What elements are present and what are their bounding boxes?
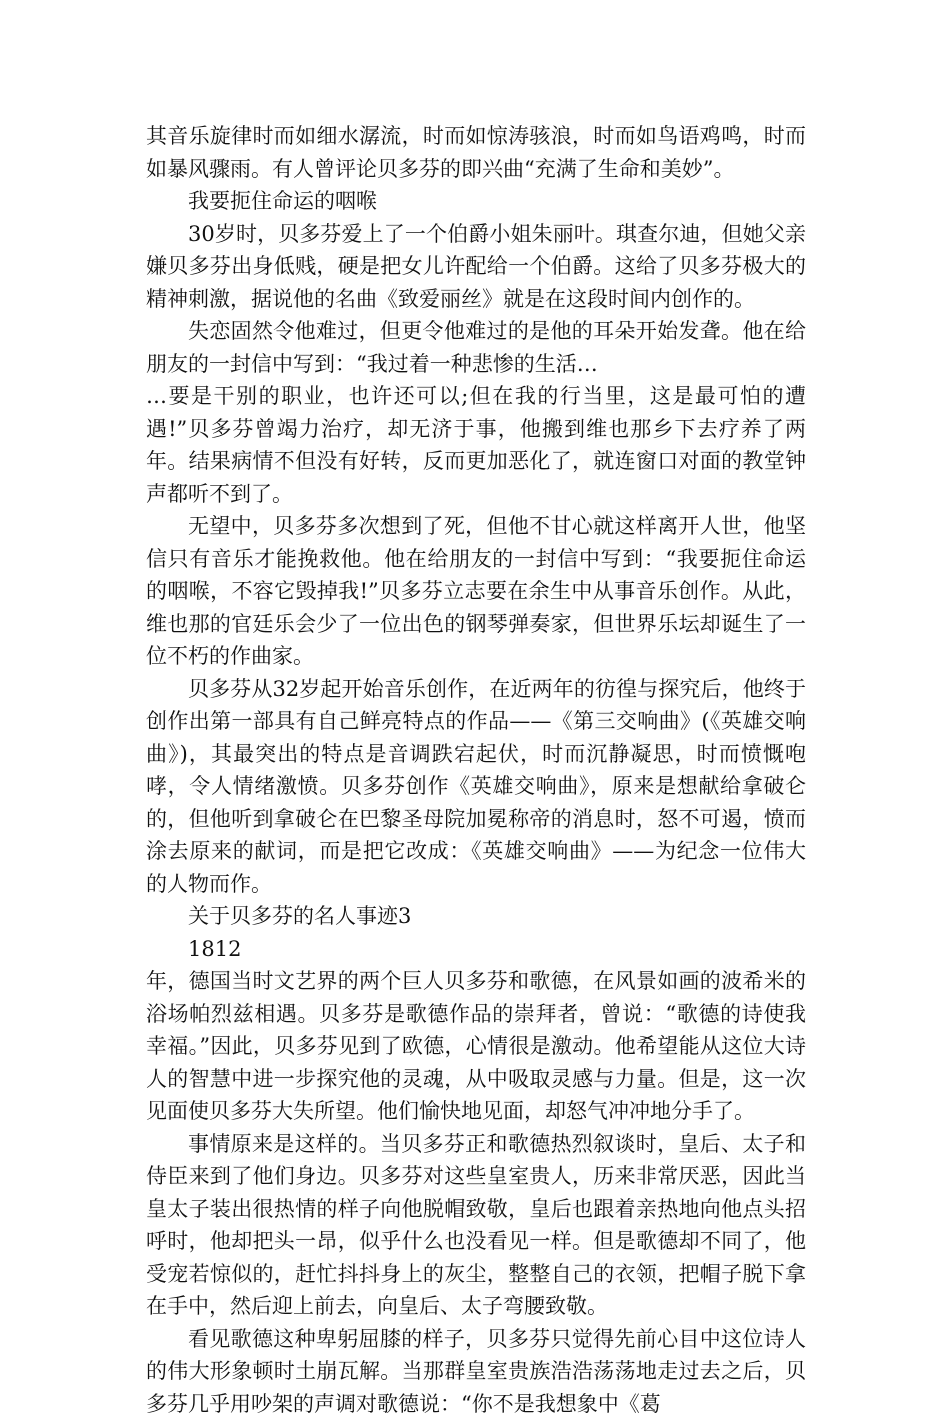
paragraph: 贝多芬从32岁起开始音乐创作，在近两年的彷徨与探究后，他终于创作出第一部具有自己鲜亮特点的作品——《第三交响曲》(《英雄交响曲》)，其最突出的特点是音调跌宕起伏，时而沉静凝思，时而愤慨咆哮，令人情绪激愤。贝多芬创作《英雄交响曲》，原来是想献给拿破仑的，但他听到拿破仑在巴黎圣母院加冕称帝的消息时，怒不可遏，愤而涂去原来的献词，而是把它改成：《英雄交响曲》——为纪念一位伟大的人物而作。 [146, 673, 806, 901]
paragraph: 1812 [146, 933, 806, 966]
paragraph: …要是干别的职业，也许还可以;但在我的行当里，这是最可怕的遭遇!”贝多芬曾竭力治疗，却无济于事，他搬到维也那乡下去疗养了两年。结果病情不但没有好转，反而更加恶化了，就连窗口对面的教堂钟声都听不到了。 [146, 380, 806, 510]
paragraph: 30岁时，贝多芬爱上了一个伯爵小姐朱丽叶。琪查尔迪，但她父亲嫌贝多芬出身低贱，硬是把女儿许配给一个伯爵。这给了贝多芬极大的精神刺激，据说他的名曲《致爱丽丝》就是在这段时间内创作的。 [146, 218, 806, 316]
paragraph: 其音乐旋律时而如细水潺流，时而如惊涛骇浪，时而如鸟语鸡鸣，时而如暴风骤雨。有人曾评论贝多芬的即兴曲“充满了生命和美妙”。 [146, 120, 806, 185]
paragraph: 看见歌德这种卑躬屈膝的样子，贝多芬只觉得先前心目中这位诗人的伟大形象顿时土崩瓦解。当那群皇室贵族浩浩荡荡地走过去之后，贝多芬几乎用吵架的声调对歌德说：“你不是我想象中《葛 [146, 1323, 806, 1420]
section-heading: 关于贝多芬的名人事迹3 [146, 900, 806, 933]
paragraph: 事情原来是这样的。当贝多芬正和歌德热烈叙谈时，皇后、太子和侍臣来到了他们身边。贝多芬对这些皇室贵人，历来非常厌恶，因此当皇太子装出很热情的样子向他脱帽致敬，皇后也跟着亲热地向他点头招呼时，他却把头一昂，似乎什么也没看见一样。但是歌德却不同了，他受宠若惊似的，赶忙抖抖身上的灰尘，整整自己的衣领，把帽子脱下拿在手中，然后迎上前去，向皇后、太子弯腰致敬。 [146, 1128, 806, 1323]
paragraph: 无望中，贝多芬多次想到了死，但他不甘心就这样离开人世，他坚信只有音乐才能挽救他。他在给朋友的一封信中写到：“我要扼住命运的咽喉，不容它毁掉我!”贝多芬立志要在余生中从事音乐创作。从此，维也那的官廷乐会少了一位出色的钢琴弹奏家，但世界乐坛却诞生了一位不朽的作曲家。 [146, 510, 806, 673]
document-body [146, 120, 806, 1420]
paragraph: 年，德国当时文艺界的两个巨人贝多芬和歌德，在风景如画的波希米的浴场帕烈兹相遇。贝多芬是歌德作品的崇拜者，曾说：“歌德的诗使我幸福。”因此，贝多芬见到了欧德，心情很是激动。他希望能从这位大诗人的智慧中进一步探究他的灵魂，从中吸取灵感与力量。但是，这一次见面使贝多芬大失所望。他们愉快地见面，却怒气冲冲地分手了。 [146, 965, 806, 1128]
section-heading: 我要扼住命运的咽喉 [146, 185, 806, 218]
paragraph: 失恋固然令他难过，但更令他难过的是他的耳朵开始发聋。他在给朋友的一封信中写到：“我过着一种悲惨的生活… [146, 315, 806, 380]
